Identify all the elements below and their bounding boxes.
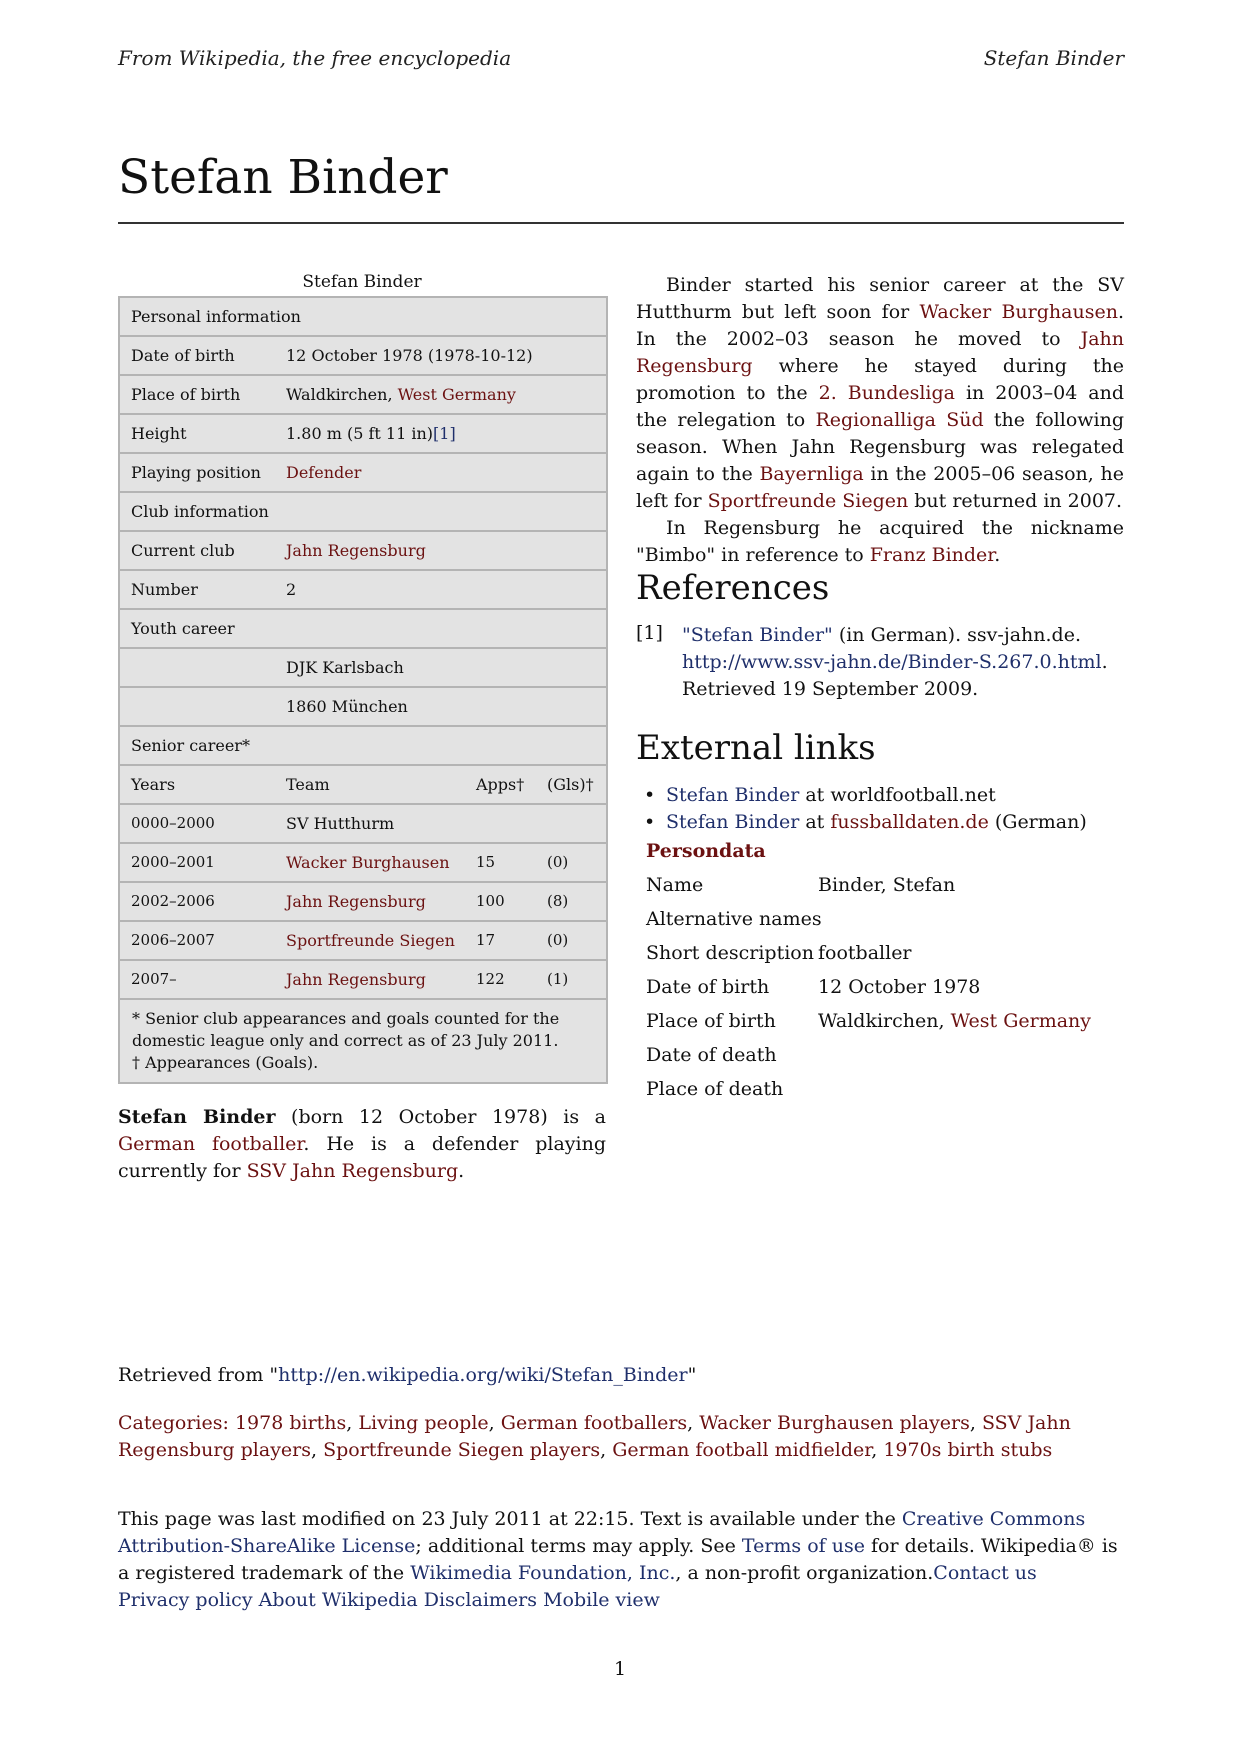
german-footballer-link[interactable]: German footballer	[118, 1133, 304, 1155]
page-number: 1	[613, 1658, 627, 1680]
category-link[interactable]: 1978 births	[234, 1412, 347, 1434]
category-link[interactable]: Living people	[358, 1412, 489, 1434]
career-header-row: Years Team Apps† (Gls)†	[120, 766, 606, 805]
reference-url-link[interactable]: http://www.ssv-jahn.de/Binder-S.267.0.html	[682, 651, 1102, 673]
contact-link[interactable]: Contact us	[933, 1562, 1037, 1584]
external-link-item: • Stefan Binder at worldfootball.net	[666, 782, 996, 809]
infobox-row-height: Height 1.80 m (5 ft 11 in)[1]	[120, 415, 606, 454]
current-club-link[interactable]: Jahn Regensburg	[286, 541, 426, 560]
title-rule	[118, 222, 1124, 224]
disclaimers-link[interactable]: Disclaimers	[423, 1589, 538, 1611]
persondata-value: Waldkirchen, West Germany	[818, 1010, 1092, 1032]
infobox-row-current-club: Current club Jahn Regensburg	[120, 532, 606, 571]
wacker-link[interactable]: Wacker Burghausen	[919, 301, 1118, 323]
career-row: 2006–2007 Sportfreunde Siegen 17 (0)	[120, 922, 606, 961]
intro-paragraph: Stefan Binder (born 12 October 1978) is a German footballer. He is a defender playing currently for SSV Jahn Regensburg.	[118, 1106, 606, 1182]
bundesliga-link[interactable]: 2. Bundesliga	[818, 382, 955, 404]
career-row: 2000–2001 Wacker Burghausen 15 (0)	[120, 844, 606, 883]
source-url-link[interactable]: http://en.wikipedia.org/wiki/Stefan_Binder	[278, 1364, 688, 1386]
external-links-heading: External links	[636, 728, 876, 768]
west-germany-link[interactable]: West Germany	[397, 385, 516, 404]
persondata-label: Place of birth	[646, 1010, 776, 1032]
fussballdaten-player-link[interactable]: Stefan Binder	[666, 811, 800, 833]
infobox-caption: Stefan Binder	[302, 272, 422, 292]
infobox-row-pob: Place of birth Waldkirchen, West Germany	[120, 376, 606, 415]
category-link[interactable]: Sportfreunde Siegen players	[323, 1439, 601, 1461]
persondata-value: footballer	[818, 942, 912, 964]
persondata-value: 12 October 1978	[818, 976, 981, 998]
retrieved-from: Retrieved from "http://en.wikipedia.org/wiki/Stefan_Binder"	[118, 1364, 697, 1386]
cc-license-link[interactable]: Creative Commons Attribution-ShareAlike License	[118, 1508, 1086, 1557]
career-team-link[interactable]: Wacker Burghausen	[286, 853, 450, 872]
running-header-left: From Wikipedia, the free encyclopedia	[118, 46, 512, 70]
fussballdaten-link[interactable]: fussballdaten.de	[830, 811, 989, 833]
category-link[interactable]: Wacker Burghausen players	[699, 1412, 970, 1434]
franz-binder-link[interactable]: Franz Binder	[869, 544, 995, 566]
wikimedia-link[interactable]: Wikimedia Foundation, Inc.	[410, 1562, 676, 1584]
reference-title-link[interactable]: "Stefan Binder"	[682, 624, 833, 646]
infobox-heading-club: Club information	[120, 493, 606, 532]
career-row: 0000–2000 SV Hutthurm	[120, 805, 606, 844]
infobox-row-youth-1: DJK Karlsbach	[120, 649, 606, 688]
running-header-right: Stefan Binder	[983, 46, 1124, 70]
career-text	[636, 272, 1124, 569]
page-title: Stefan Binder	[118, 150, 448, 205]
infobox-heading-personal: Personal information	[120, 298, 606, 337]
worldfootball-link[interactable]: Stefan Binder	[666, 784, 800, 806]
persondata-label: Place of death	[646, 1078, 784, 1100]
infobox-footnote: * Senior club appearances and goals counted for the domestic league only and correct as of 23 July 2011. † Appearances (Goals).	[132, 1009, 560, 1072]
career-team-link[interactable]: Jahn Regensburg	[286, 892, 426, 911]
career-team-link[interactable]: Jahn Regensburg	[286, 970, 426, 989]
references-heading: References	[636, 568, 830, 608]
ssv-jahn-link[interactable]: SSV Jahn Regensburg	[246, 1160, 459, 1182]
height-ref-link[interactable]: [1]	[433, 424, 456, 443]
persondata-label: Short description	[646, 942, 814, 964]
nickname-paragraph: In Regensburg he acquired the nickname "Bimbo" in reference to Franz Binder.	[636, 517, 1124, 566]
career-row: 2002–2006 Jahn Regensburg 100 (8)	[120, 883, 606, 922]
mobile-view-link[interactable]: Mobile view	[543, 1589, 660, 1611]
infobox-heading-youth: Youth career	[120, 610, 606, 649]
infobox-row-position: Playing position Defender	[120, 454, 606, 493]
external-link-item: • Stefan Binder at fussballdaten.de (German)	[666, 809, 1087, 836]
career-paragraph: Binder started his senior career at the SV Hutthurm but left soon for Wacker Burghausen. In the 2002–03 season he moved to Jahn Regensburg where he stayed during the promotion to the 2. Bundesliga in 2003–04 and the relegation to Regionalliga Süd the following season. When Jahn Regensburg was relegated again to the Bayernliga in the 2005–06 season, he left for Sportfreunde Siegen but returned in 2007.	[636, 274, 1125, 512]
category-link[interactable]: German football midfielder	[612, 1439, 872, 1461]
license-notice: This page was last modified on 23 July 2011 at 22:15. Text is available under the Creative Commons Attribution-ShareAlike License; additional terms may apply. See Terms of use for details. Wikipedia® is a registered trademark of the Wikimedia Foundation, Inc., a non-profit organization.Contact us Privacy policy About Wikipedia Disclaimers Mobile view	[118, 1508, 1118, 1611]
persondata-heading: Persondata	[646, 840, 766, 862]
career-row: 2007– Jahn Regensburg 122 (1)	[120, 961, 606, 1000]
sportfreunde-link[interactable]: Sportfreunde Siegen	[707, 490, 909, 512]
regionalliga-link[interactable]: Regionalliga Süd	[815, 409, 984, 431]
reference-number: [1]	[636, 622, 663, 644]
category-link[interactable]: 1970s birth stubs	[883, 1439, 1053, 1461]
privacy-link[interactable]: Privacy policy	[118, 1589, 253, 1611]
bayernliga-link[interactable]: Bayernliga	[759, 463, 864, 485]
reference-entry: "Stefan Binder" (in German). ssv-jahn.de. http://www.ssv-jahn.de/Binder-S.267.0.html. Retrieved 19 September 2009.	[682, 624, 1108, 700]
persondata-label: Alternative names	[646, 908, 822, 930]
defender-link[interactable]: Defender	[286, 463, 362, 482]
terms-link[interactable]: Terms of use	[741, 1535, 865, 1557]
infobox-row-dob: Date of birth 12 October 1978 (1978-10-12)	[120, 337, 606, 376]
persondata-label: Name	[646, 874, 704, 896]
category-link[interactable]: German footballers	[500, 1412, 688, 1434]
infobox-row-youth-2: 1860 München	[120, 688, 606, 727]
persondata-label: Date of birth	[646, 976, 770, 998]
categories: Categories: 1978 births, Living people, German footballers, Wacker Burghausen players, SSV Jahn Regensburg players, Sportfreunde Siegen players, German football midfielder, 1970s birth stubs	[118, 1412, 1071, 1461]
category-link[interactable]: SSV Jahn Regensburg players	[118, 1412, 1071, 1461]
infobox-row-number: Number 2	[120, 571, 606, 610]
persondata-label: Date of death	[646, 1044, 777, 1066]
infobox	[118, 296, 608, 1084]
persondata-country-link[interactable]: West Germany	[950, 1010, 1092, 1032]
career-team-link[interactable]: Sportfreunde Siegen	[286, 931, 455, 950]
infobox-heading-senior: Senior career*	[120, 727, 606, 766]
about-link[interactable]: About Wikipedia	[258, 1589, 418, 1611]
persondata-value: Binder, Stefan	[818, 874, 956, 896]
jahn-link[interactable]: Jahn Regensburg	[636, 328, 1124, 377]
